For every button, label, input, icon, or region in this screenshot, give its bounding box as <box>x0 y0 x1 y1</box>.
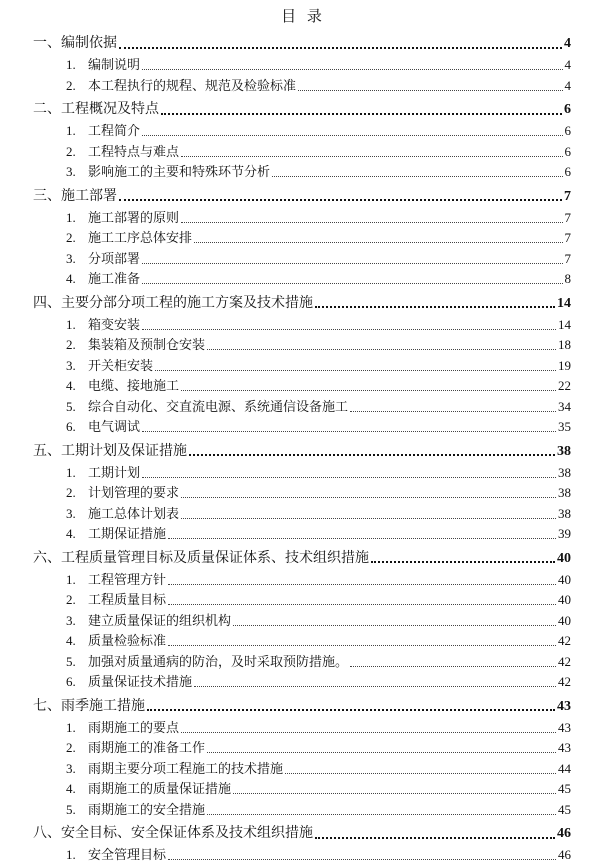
section-page-number: 19 <box>558 357 571 373</box>
toc-section-entry[interactable] <box>33 162 571 183</box>
dot-leader <box>194 241 562 243</box>
chapter-page-number: 7 <box>564 188 571 204</box>
toc-section-entry[interactable] <box>33 718 571 739</box>
toc-section-entry[interactable] <box>33 631 571 652</box>
section-page-number: 42 <box>558 653 571 669</box>
toc-section-entry[interactable] <box>33 504 571 525</box>
section-page-number: 44 <box>558 760 571 776</box>
section-title: 施工工序总体安排 <box>88 231 193 246</box>
section-page-number: 38 <box>558 485 571 500</box>
section-number: 1. <box>66 316 76 332</box>
toc-chapter-entry[interactable] <box>33 97 571 121</box>
section-number: 3. <box>66 357 76 373</box>
dot-leader <box>350 665 556 667</box>
section-number: 1. <box>66 209 76 225</box>
section-page-number: 40 <box>558 571 571 587</box>
dot-leader <box>147 708 555 711</box>
dot-leader <box>181 517 556 519</box>
toc-section-entry[interactable] <box>33 335 571 356</box>
section-page-number: 40 <box>558 612 571 628</box>
chapter-title: 四、主要分部分项工程的施工方案及技术措施 <box>33 294 313 311</box>
section-title: 箱变安装 <box>88 317 141 333</box>
section-title: 电缆、接地施工 <box>88 379 180 394</box>
chapter-page-number: 46 <box>557 826 571 841</box>
section-title: 工程质量目标 <box>88 593 167 608</box>
section-number: 3. <box>66 164 76 179</box>
section-page-number: 7 <box>564 209 571 225</box>
section-title: 集装箱及预制仓安装 <box>88 338 206 353</box>
toc-title: 目 录 <box>281 7 325 25</box>
dot-leader <box>315 836 555 839</box>
dot-leader <box>207 813 556 815</box>
section-title: 工期保证措施 <box>88 527 167 542</box>
section-number: 5. <box>66 801 76 817</box>
chapter-page-number: 4 <box>564 36 571 51</box>
section-page-number: 42 <box>558 674 571 689</box>
section-title: 电气调试 <box>88 420 141 435</box>
toc-section-entry[interactable] <box>33 417 571 438</box>
section-title: 施工部署的原则 <box>88 210 180 226</box>
section-number: 1. <box>66 847 76 862</box>
chapter-page-number: 38 <box>557 443 571 459</box>
section-title: 工程简介 <box>88 124 141 139</box>
dot-leader <box>142 282 562 284</box>
section-page-number: 38 <box>558 505 571 521</box>
chapter-page-number: 43 <box>557 698 571 714</box>
section-title: 工期计划 <box>88 465 141 481</box>
section-number: 5. <box>66 398 76 414</box>
toc-section-entry[interactable] <box>33 483 571 504</box>
section-number: 4. <box>66 633 76 648</box>
section-number: 6. <box>66 674 76 689</box>
section-page-number: 39 <box>558 526 571 541</box>
dot-leader <box>168 583 556 585</box>
chapter-title: 八、安全目标、安全保证体系及技术组织措施 <box>33 825 313 841</box>
section-page-number: 35 <box>558 419 571 434</box>
section-number: 2. <box>66 740 76 755</box>
section-title: 开关柜安装 <box>88 358 154 374</box>
section-page-number: 4 <box>564 57 571 72</box>
dot-leader <box>119 46 562 49</box>
toc-section-entry[interactable] <box>33 524 571 545</box>
dot-leader <box>142 134 562 136</box>
dot-leader <box>371 560 555 563</box>
dot-leader <box>168 537 556 539</box>
section-title: 工程管理方针 <box>88 572 167 588</box>
chapter-page-number: 14 <box>557 295 571 311</box>
section-page-number: 22 <box>558 378 571 393</box>
toc-chapter-entry[interactable] <box>33 184 571 208</box>
section-number: 3. <box>66 760 76 776</box>
toc-chapter-entry[interactable] <box>33 439 571 463</box>
dot-leader <box>181 221 562 223</box>
dot-leader <box>168 644 556 646</box>
toc-section-entry[interactable] <box>33 208 571 229</box>
toc-section-entry[interactable] <box>33 759 571 780</box>
section-number: 2. <box>66 337 76 352</box>
dot-leader <box>207 348 556 350</box>
dot-leader <box>119 198 562 201</box>
section-number: 4. <box>66 271 76 286</box>
section-number: 1. <box>66 719 76 735</box>
chapter-page-number: 40 <box>557 550 571 566</box>
dot-leader <box>207 751 556 753</box>
dot-leader <box>142 430 556 432</box>
section-number: 2. <box>66 485 76 500</box>
section-number: 4. <box>66 781 76 796</box>
section-title: 质量保证技术措施 <box>88 675 193 690</box>
dot-leader <box>168 603 556 605</box>
section-number: 1. <box>66 123 76 138</box>
toc-section-entry[interactable] <box>33 315 571 336</box>
section-page-number: 8 <box>564 271 571 286</box>
toc-section-entry[interactable] <box>33 376 571 397</box>
section-page-number: 7 <box>564 250 571 266</box>
dot-leader <box>142 262 562 264</box>
section-number: 3. <box>66 250 76 266</box>
section-title: 安全管理目标 <box>88 848 167 863</box>
section-title: 雨期施工的准备工作 <box>88 741 206 756</box>
toc-section-entry[interactable] <box>33 121 571 142</box>
section-page-number: 6 <box>564 123 571 138</box>
toc-chapter-entry[interactable] <box>33 291 571 315</box>
section-page-number: 40 <box>558 592 571 607</box>
dot-leader <box>142 328 556 330</box>
dot-leader <box>142 68 562 70</box>
dot-leader <box>181 389 556 391</box>
section-title: 本工程执行的规程、规范及检验标准 <box>88 78 297 94</box>
section-page-number: 6 <box>564 143 571 159</box>
section-number: 4. <box>66 526 76 541</box>
dot-leader <box>189 453 555 456</box>
chapter-title: 六、工程质量管理目标及质量保证体系、技术组织措施 <box>33 549 369 566</box>
section-title: 雨期施工的安全措施 <box>88 802 206 818</box>
toc-section-entry[interactable] <box>33 611 571 632</box>
section-title: 雨期主要分项工程施工的技术措施 <box>88 761 284 777</box>
toc-section-entry[interactable] <box>33 142 571 163</box>
chapter-title: 一、编制依据 <box>33 35 117 51</box>
section-page-number: 7 <box>564 230 571 245</box>
dot-leader <box>155 369 556 371</box>
section-page-number: 4 <box>564 77 571 93</box>
chapter-title: 二、工程概况及特点 <box>33 101 159 117</box>
section-title: 施工总体计划表 <box>88 506 180 522</box>
toc-section-entry[interactable] <box>33 570 571 591</box>
dot-leader <box>161 112 562 115</box>
toc-section-entry[interactable] <box>33 779 571 800</box>
toc-section-entry[interactable] <box>33 845 571 866</box>
section-page-number: 38 <box>558 464 571 480</box>
section-page-number: 18 <box>558 337 571 352</box>
section-number: 3. <box>66 612 76 628</box>
toc-chapter-entry[interactable] <box>33 821 571 845</box>
section-title: 工程特点与难点 <box>88 144 180 160</box>
section-number: 1. <box>66 57 76 72</box>
section-number: 6. <box>66 419 76 434</box>
toc-section-entry[interactable] <box>33 55 571 76</box>
toc-chapter-entry[interactable] <box>33 694 571 718</box>
dot-leader <box>298 89 562 91</box>
section-page-number: 6 <box>564 164 571 179</box>
toc-section-entry[interactable] <box>33 738 571 759</box>
toc-chapter-entry[interactable] <box>33 31 571 55</box>
dot-leader <box>350 410 556 412</box>
section-number: 2. <box>66 143 76 159</box>
section-title: 综合自动化、交直流电源、系统通信设备施工 <box>88 399 349 415</box>
toc-section-entry[interactable] <box>33 76 571 97</box>
dot-leader <box>233 792 556 794</box>
section-title: 雨期施工的要点 <box>88 720 180 736</box>
toc-section-entry[interactable] <box>33 397 571 418</box>
section-page-number: 14 <box>558 316 571 332</box>
toc-section-entry[interactable] <box>33 228 571 249</box>
section-page-number: 34 <box>558 398 571 414</box>
section-number: 4. <box>66 378 76 393</box>
toc-section-entry[interactable] <box>33 269 571 290</box>
section-page-number: 45 <box>558 801 571 817</box>
section-page-number: 43 <box>558 719 571 735</box>
section-number: 3. <box>66 505 76 521</box>
section-title: 编制说明 <box>88 58 141 73</box>
dot-leader <box>181 731 556 733</box>
toc-section-entry[interactable] <box>33 463 571 484</box>
dot-leader <box>142 476 556 478</box>
section-number: 5. <box>66 653 76 669</box>
section-title: 计划管理的要求 <box>88 486 180 501</box>
dot-leader <box>272 175 562 177</box>
chapter-title: 五、工期计划及保证措施 <box>33 442 187 459</box>
section-title: 加强对质量通病的防治，及时采取预防措施。 <box>88 654 349 670</box>
dot-leader <box>194 685 556 687</box>
chapter-title: 七、雨季施工措施 <box>33 697 145 714</box>
section-number: 2. <box>66 592 76 607</box>
toc-section-entry[interactable] <box>33 249 571 270</box>
section-page-number: 45 <box>558 781 571 796</box>
dot-leader <box>285 772 556 774</box>
section-number: 2. <box>66 230 76 245</box>
section-page-number: 42 <box>558 633 571 648</box>
toc-section-entry[interactable] <box>33 590 571 611</box>
section-title: 施工准备 <box>88 272 141 287</box>
chapter-page-number: 6 <box>564 102 571 117</box>
dot-leader <box>315 305 555 308</box>
dot-leader <box>168 858 556 860</box>
toc-section-entry[interactable] <box>33 800 571 821</box>
section-number: 1. <box>66 464 76 480</box>
dot-leader <box>181 155 562 157</box>
section-title: 建立质量保证的组织机构 <box>88 613 232 629</box>
toc-section-entry[interactable] <box>33 652 571 673</box>
section-number: 1. <box>66 571 76 587</box>
table-of-contents <box>33 30 571 866</box>
chapter-title: 三、施工部署 <box>33 187 117 204</box>
dot-leader <box>233 624 556 626</box>
section-title: 分项部署 <box>88 251 141 267</box>
toc-section-entry[interactable] <box>33 672 571 693</box>
dot-leader <box>181 496 556 498</box>
section-title: 质量检验标准 <box>88 634 167 649</box>
section-page-number: 46 <box>558 847 571 862</box>
section-title: 雨期施工的质量保证措施 <box>88 782 232 797</box>
section-page-number: 43 <box>558 740 571 755</box>
section-title: 影响施工的主要和特殊环节分析 <box>88 165 271 180</box>
toc-chapter-entry[interactable] <box>33 546 571 570</box>
toc-section-entry[interactable] <box>33 356 571 377</box>
section-number: 2. <box>66 77 76 93</box>
